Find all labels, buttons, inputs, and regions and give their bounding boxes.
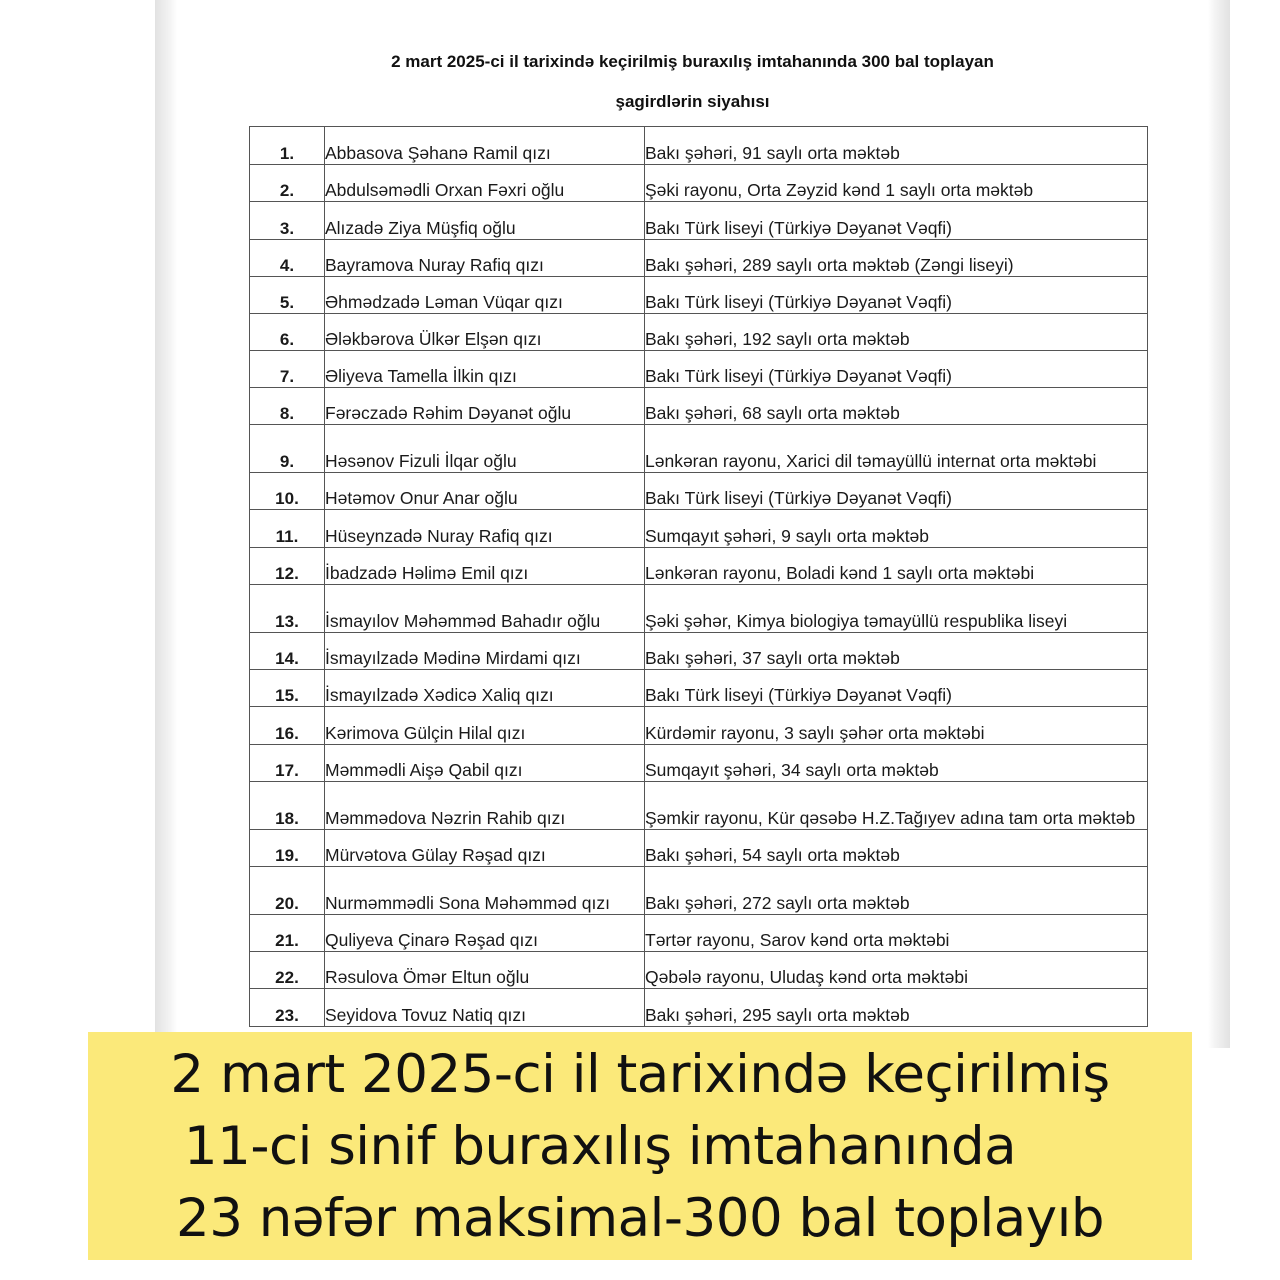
row-number: 8. (250, 388, 325, 425)
student-name: Alızadə Ziya Müşfiq oğlu (325, 202, 645, 240)
school-name: Bakı Türk liseyi (Türkiyə Dəyanət Vəqfi) (645, 202, 1148, 240)
student-name: Əliyeva Tamella İlkin qızı (325, 351, 645, 388)
table-row (250, 670, 1148, 707)
row-number: 10. (250, 473, 325, 510)
row-number: 17. (250, 745, 325, 782)
left-margin (0, 0, 155, 1040)
table-row (250, 782, 1148, 830)
row-number: 20. (250, 867, 325, 915)
table-row (250, 473, 1148, 510)
table-row (250, 510, 1148, 548)
school-name: Bakı şəhəri, 289 saylı orta məktəb (Zəngi liseyi) (645, 240, 1148, 277)
row-number: 19. (250, 830, 325, 867)
school-name: Şəki şəhər, Kimya biologiya təmayüllü respublika liseyi (645, 585, 1148, 633)
student-name: Həsənov Fizuli İlqar oğlu (325, 425, 645, 473)
school-name: Bakı şəhəri, 68 saylı orta məktəb (645, 388, 1148, 425)
student-name: Məmmədli Aişə Qabil qızı (325, 745, 645, 782)
row-number: 1. (250, 127, 325, 165)
school-name: Bakı şəhəri, 295 saylı orta məktəb (645, 989, 1148, 1027)
student-name: Fərəczadə Rəhim Dəyanət oğlu (325, 388, 645, 425)
document-subtitle: şagirdlərin siyahısı (615, 92, 770, 111)
student-name: Nurməmmədli Sona Məhəmməd qızı (325, 867, 645, 915)
row-number: 23. (250, 989, 325, 1027)
table-row (250, 202, 1148, 240)
row-number: 16. (250, 707, 325, 745)
row-number: 4. (250, 240, 325, 277)
table-row (250, 548, 1148, 585)
students-table (249, 126, 1148, 1027)
table-row (250, 277, 1148, 314)
row-number: 7. (250, 351, 325, 388)
student-name: Abdulsəmədli Orxan Fəxri oğlu (325, 165, 645, 202)
student-name: Bayramova Nuray Rafiq qızı (325, 240, 645, 277)
page-shadow-right (1208, 0, 1230, 1048)
student-name: Ələkbərova Ülkər Elşən qızı (325, 314, 645, 351)
school-name: Lənkəran rayonu, Xarici dil təmayüllü internat orta məktəbi (645, 425, 1148, 473)
row-number: 11. (250, 510, 325, 548)
school-name: Qəbələ rayonu, Uludaş kənd orta məktəbi (645, 952, 1148, 989)
table-row (250, 351, 1148, 388)
row-number: 2. (250, 165, 325, 202)
school-name: Şəmkir rayonu, Kür qəsəbə H.Z.Tağıyev adına tam orta məktəb (645, 782, 1148, 830)
table-row (250, 633, 1148, 670)
table-row (250, 707, 1148, 745)
table-row (250, 745, 1148, 782)
table-row (250, 314, 1148, 351)
row-number: 14. (250, 633, 325, 670)
student-name: Kərimova Gülçin Hilal qızı (325, 707, 645, 745)
student-name: Seyidova Tovuz Natiq qızı (325, 989, 645, 1027)
student-name: Məmmədova Nəzrin Rahib qızı (325, 782, 645, 830)
student-name: Hətəmov Onur Anar oğlu (325, 473, 645, 510)
row-number: 15. (250, 670, 325, 707)
school-name: Bakı şəhəri, 91 saylı orta məktəb (645, 127, 1148, 165)
student-name: İsmayılzadə Xədicə Xaliq qızı (325, 670, 645, 707)
school-name: Bakı Türk liseyi (Türkiyə Dəyanət Vəqfi) (645, 473, 1148, 510)
table-row (250, 240, 1148, 277)
table-row (250, 989, 1148, 1027)
student-name: Abbasova Şəhanə Ramil qızı (325, 127, 645, 165)
school-name: Bakı Türk liseyi (Türkiyə Dəyanət Vəqfi) (645, 670, 1148, 707)
banner-line-2: 11-ci sinif buraxılış imtahanında (183, 1116, 1017, 1177)
table-row (250, 127, 1148, 165)
school-name: Lənkəran rayonu, Boladi kənd 1 saylı orta məktəbi (645, 548, 1148, 585)
school-name: Sumqayıt şəhəri, 34 saylı orta məktəb (645, 745, 1148, 782)
student-name: Mürvətova Gülay Rəşad qızı (325, 830, 645, 867)
school-name: Kürdəmir rayonu, 3 saylı şəhər orta məktəbi (645, 707, 1148, 745)
school-name: Bakı şəhəri, 192 saylı orta məktəb (645, 314, 1148, 351)
banner-line-3: 23 nəfər maksimal-300 bal toplayıb (176, 1188, 1104, 1249)
students-table-body (250, 127, 1148, 1027)
row-number: 6. (250, 314, 325, 351)
table-row (250, 867, 1148, 915)
school-name: Bakı şəhəri, 37 saylı orta məktəb (645, 633, 1148, 670)
row-number: 3. (250, 202, 325, 240)
table-row (250, 388, 1148, 425)
row-number: 9. (250, 425, 325, 473)
school-name: Sumqayıt şəhəri, 9 saylı orta məktəb (645, 510, 1148, 548)
school-name: Bakı Türk liseyi (Türkiyə Dəyanət Vəqfi) (645, 351, 1148, 388)
row-number: 5. (250, 277, 325, 314)
row-number: 12. (250, 548, 325, 585)
table-row (250, 585, 1148, 633)
row-number: 21. (250, 915, 325, 952)
table-row (250, 830, 1148, 867)
table-row (250, 165, 1148, 202)
caption-banner (88, 1032, 1192, 1260)
school-name: Bakı Türk liseyi (Türkiyə Dəyanət Vəqfi) (645, 277, 1148, 314)
row-number: 13. (250, 585, 325, 633)
table-row (250, 425, 1148, 473)
table-row (250, 952, 1148, 989)
student-name: Quliyeva Çinarə Rəşad qızı (325, 915, 645, 952)
student-name: Rəsulova Ömər Eltun oğlu (325, 952, 645, 989)
student-name: Hüseynzadə Nuray Rafiq qızı (325, 510, 645, 548)
school-name: Bakı şəhəri, 54 saylı orta məktəb (645, 830, 1148, 867)
row-number: 22. (250, 952, 325, 989)
school-name: Şəki rayonu, Orta Zəyzid kənd 1 saylı orta məktəb (645, 165, 1148, 202)
student-name: İsmayılov Məhəmməd Bahadır oğlu (325, 585, 645, 633)
table-row (250, 915, 1148, 952)
student-name: İbadzadə Həlimə Emil qızı (325, 548, 645, 585)
row-number: 18. (250, 782, 325, 830)
school-name: Bakı şəhəri, 272 saylı orta məktəb (645, 867, 1148, 915)
student-name: İsmayılzadə Mədinə Mirdami qızı (325, 633, 645, 670)
document-title: 2 mart 2025-ci il tarixində keçirilmiş buraxılış imtahanında 300 bal toplayan (391, 52, 994, 71)
school-name: Tərtər rayonu, Sarov kənd orta məktəbi (645, 915, 1148, 952)
student-name: Əhmədzadə Ləman Vüqar qızı (325, 277, 645, 314)
page-shadow-left (155, 0, 177, 1040)
banner-line-1: 2 mart 2025-ci il tarixində keçirilmiş (170, 1044, 1110, 1105)
